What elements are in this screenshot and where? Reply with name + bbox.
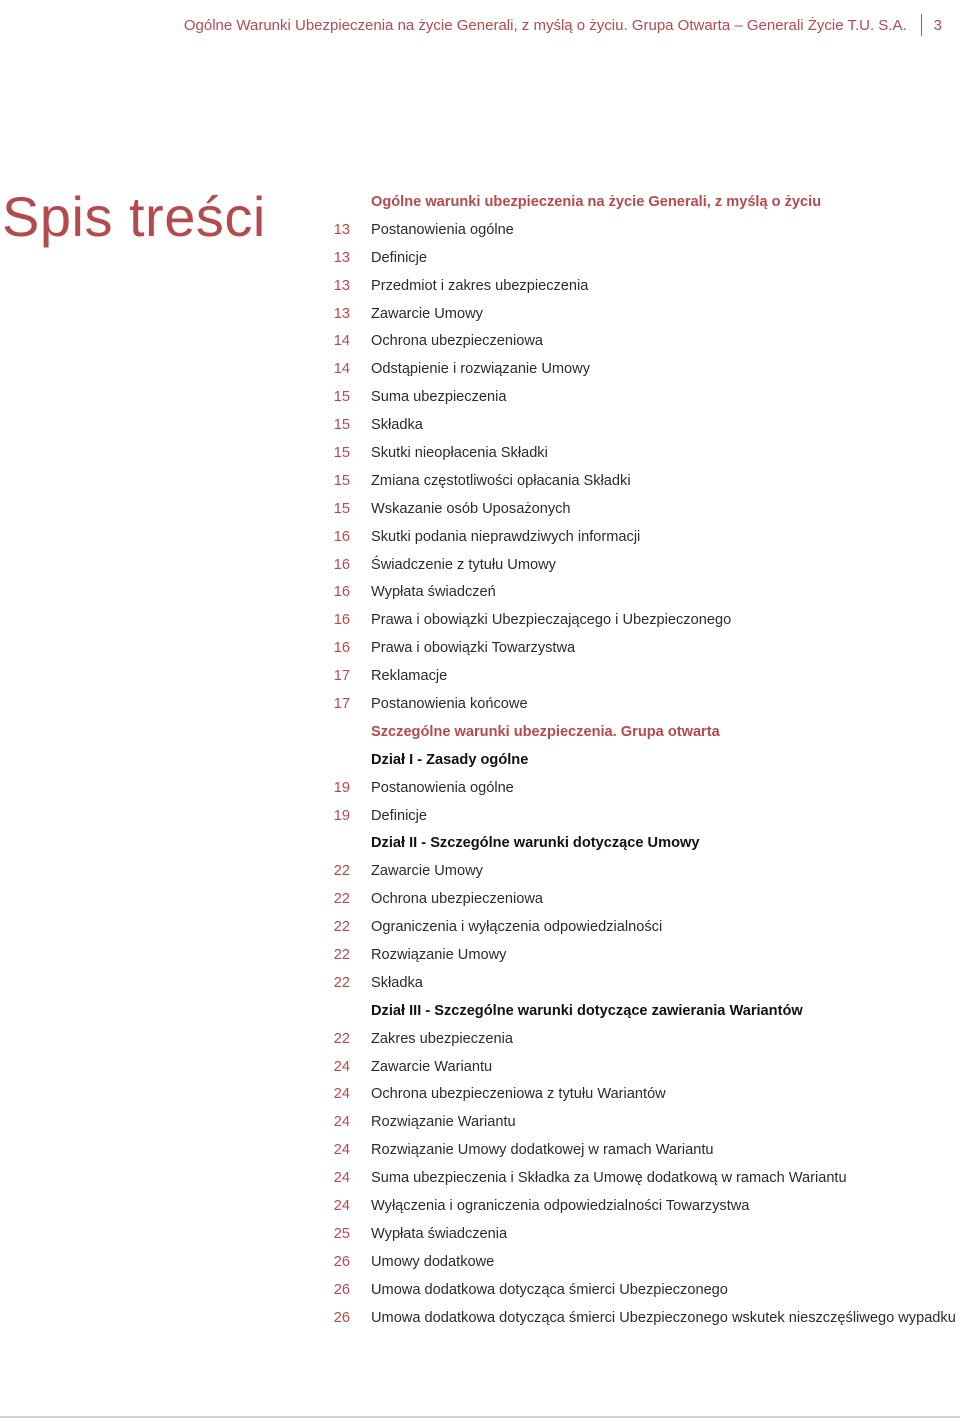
toc-entry[interactable] <box>300 1248 960 1276</box>
toc-entry[interactable] <box>300 1276 960 1304</box>
toc-label: Postanowienia ogólne <box>371 221 514 238</box>
toc-page-number: 24 <box>333 1086 350 1103</box>
toc-entry[interactable] <box>300 1108 960 1136</box>
toc-label: Suma ubezpieczenia <box>371 389 507 406</box>
toc-page-number: 15 <box>333 472 350 489</box>
toc-entry[interactable] <box>300 467 960 495</box>
page-title: Spis treści <box>2 185 266 248</box>
toc-label: Rozwiązanie Umowy dodatkowej w ramach Wariantu <box>371 1142 714 1159</box>
toc-label: Umowa dodatkowa dotycząca śmierci Ubezpieczonego <box>371 1281 728 1298</box>
toc-page-number: 16 <box>333 528 350 545</box>
toc-page-number: 16 <box>333 612 350 629</box>
toc-entry[interactable] <box>300 327 960 355</box>
toc-section-heading <box>300 746 960 774</box>
toc-page-number: 13 <box>333 277 350 294</box>
toc-page-number: 26 <box>333 1309 350 1326</box>
toc-label: Umowa dodatkowa dotycząca śmierci Ubezpieczonego wskutek nieszczęśliwego wypadku <box>371 1309 956 1326</box>
toc-label: Definicje <box>371 249 427 266</box>
toc-label: Ogólne warunki ubezpieczenia na życie Generali, z myślą o życiu <box>371 193 822 210</box>
toc-entry[interactable] <box>300 272 960 300</box>
toc-page-number: 14 <box>333 361 350 378</box>
toc-page-number: 14 <box>333 333 350 350</box>
toc-label: Rozwiązanie Wariantu <box>371 1114 516 1131</box>
toc-entry[interactable] <box>300 1053 960 1081</box>
toc-label: Ochrona ubezpieczeniowa <box>371 891 543 908</box>
toc-page-number: 24 <box>333 1142 350 1159</box>
toc-entry[interactable] <box>300 411 960 439</box>
toc-label: Ochrona ubezpieczeniowa <box>371 333 543 350</box>
toc-label: Szczególne warunki ubezpieczenia. Grupa otwarta <box>371 723 720 740</box>
toc-entry[interactable] <box>300 690 960 718</box>
toc-label: Postanowienia ogólne <box>371 779 514 796</box>
toc-entry[interactable] <box>300 578 960 606</box>
toc-label: Odstąpienie i rozwiązanie Umowy <box>371 361 590 378</box>
toc-page-number: 17 <box>333 668 350 685</box>
header-text: Ogólne Warunki Ubezpieczenia na życie Generali, z myślą o życiu. Grupa Otwarta – Generali Życie T.U. S.A. <box>183 16 907 34</box>
bottom-rule <box>0 1416 960 1418</box>
toc-page-number: 17 <box>333 695 350 712</box>
toc-label: Dział III - Szczególne warunki dotyczące zawierania Wariantów <box>371 1002 803 1019</box>
toc-label: Ograniczenia i wyłączenia odpowiedzialności <box>371 919 663 936</box>
toc-page-number: 22 <box>333 974 350 991</box>
toc-label: Składka <box>371 417 423 434</box>
toc-label: Wyłączenia i ograniczenia odpowiedzialności Towarzystwa <box>371 1198 750 1214</box>
toc-label: Prawa i obowiązki Ubezpieczającego i Ubezpieczonego <box>371 612 732 629</box>
toc-entry[interactable] <box>300 1025 960 1053</box>
toc-entry[interactable] <box>300 1164 960 1192</box>
toc-page-number: 19 <box>333 807 350 824</box>
toc-page-number: 16 <box>333 556 350 573</box>
toc-page-number: 19 <box>333 779 350 796</box>
toc-entry[interactable] <box>300 634 960 662</box>
toc-entry[interactable] <box>300 244 960 272</box>
toc-entry[interactable] <box>300 551 960 579</box>
toc-page-number: 26 <box>333 1281 350 1298</box>
toc-label: Zawarcie Umowy <box>371 863 483 880</box>
toc-page-number: 15 <box>333 389 350 406</box>
toc-entry[interactable] <box>300 383 960 411</box>
toc-entry[interactable] <box>300 1136 960 1164</box>
toc-section-heading <box>300 718 960 746</box>
toc-label: Prawa i obowiązki Towarzystwa <box>371 640 576 657</box>
toc-label: Dział I - Zasady ogólne <box>371 751 529 768</box>
toc-entry[interactable] <box>300 802 960 830</box>
toc-label: Skutki podania nieprawdziwych informacji <box>371 528 641 545</box>
toc-page-number: 13 <box>333 305 350 322</box>
toc-entry[interactable] <box>300 774 960 802</box>
table-of-contents <box>300 188 960 1332</box>
toc-page-number: 15 <box>333 417 350 434</box>
toc-page-number: 22 <box>333 891 350 908</box>
toc-label: Suma ubezpieczenia i Składka za Umowę dodatkową w ramach Wariantu <box>371 1170 847 1187</box>
toc-label: Świadczenie z tytułu Umowy <box>371 556 556 573</box>
toc-label: Dział II - Szczególne warunki dotyczące Umowy <box>371 835 700 852</box>
toc-label: Rozwiązanie Umowy <box>371 946 507 963</box>
toc-label: Zakres ubezpieczenia <box>371 1030 513 1047</box>
toc-entry[interactable] <box>300 1304 960 1332</box>
toc-page-number: 24 <box>333 1058 350 1075</box>
toc-page-number: 16 <box>333 640 350 657</box>
toc-page-number: 16 <box>333 584 350 601</box>
toc-entry[interactable] <box>300 1081 960 1109</box>
header-divider <box>921 14 922 36</box>
toc-entry[interactable] <box>300 523 960 551</box>
toc-label: Zawarcie Wariantu <box>371 1058 493 1075</box>
toc-page-number: 15 <box>333 500 350 517</box>
toc-label: Zmiana częstotliwości opłacania Składki <box>371 472 631 489</box>
toc-entry[interactable] <box>300 606 960 634</box>
toc-page-number: 24 <box>333 1114 350 1131</box>
toc-entry[interactable] <box>300 913 960 941</box>
toc-entry[interactable] <box>300 216 960 244</box>
toc-entry[interactable] <box>300 439 960 467</box>
toc-entry[interactable] <box>300 969 960 997</box>
toc-page-number: 25 <box>333 1225 350 1242</box>
toc-label: Zawarcie Umowy <box>371 305 483 322</box>
toc-entry[interactable] <box>300 495 960 523</box>
toc-page-number: 22 <box>333 863 350 880</box>
toc-page-number: 24 <box>333 1198 350 1214</box>
toc-label: Skutki nieopłacenia Składki <box>371 444 548 461</box>
toc-label: Umowy dodatkowe <box>371 1253 495 1270</box>
toc-entry[interactable] <box>300 941 960 969</box>
toc-label: Przedmiot i zakres ubezpieczenia <box>371 277 589 294</box>
toc-entry[interactable] <box>300 355 960 383</box>
toc-page-number: 22 <box>333 919 350 936</box>
toc-entry[interactable] <box>300 857 960 885</box>
toc-entry[interactable] <box>300 1192 960 1220</box>
toc-label: Składka <box>371 974 423 991</box>
page-number: 3 <box>933 16 942 34</box>
toc-entry[interactable] <box>300 300 960 328</box>
toc-section-heading <box>300 829 960 857</box>
toc-label: Wypłata świadczenia <box>371 1225 508 1242</box>
toc-label: Definicje <box>371 807 427 824</box>
toc-page-number: 13 <box>333 221 350 238</box>
toc-entry[interactable] <box>300 1220 960 1248</box>
toc-label: Wypłata świadczeń <box>371 584 496 601</box>
toc-entry[interactable] <box>300 885 960 913</box>
toc-label: Wskazanie osób Uposażonych <box>371 500 571 517</box>
toc-page-number: 22 <box>333 946 350 963</box>
toc-page-number: 22 <box>333 1030 350 1047</box>
toc-page-number: 26 <box>333 1253 350 1270</box>
toc-section-heading <box>300 997 960 1025</box>
toc-entry[interactable] <box>300 662 960 690</box>
toc-page-number: 24 <box>333 1170 350 1187</box>
toc-page-number: 15 <box>333 444 350 461</box>
toc-page-number: 13 <box>333 249 350 266</box>
page-header <box>0 14 942 36</box>
toc-label: Ochrona ubezpieczeniowa z tytułu Wariantów <box>371 1086 666 1103</box>
toc-section-heading <box>300 188 960 216</box>
toc-label: Reklamacje <box>371 668 448 685</box>
toc-label: Postanowienia końcowe <box>371 695 528 712</box>
